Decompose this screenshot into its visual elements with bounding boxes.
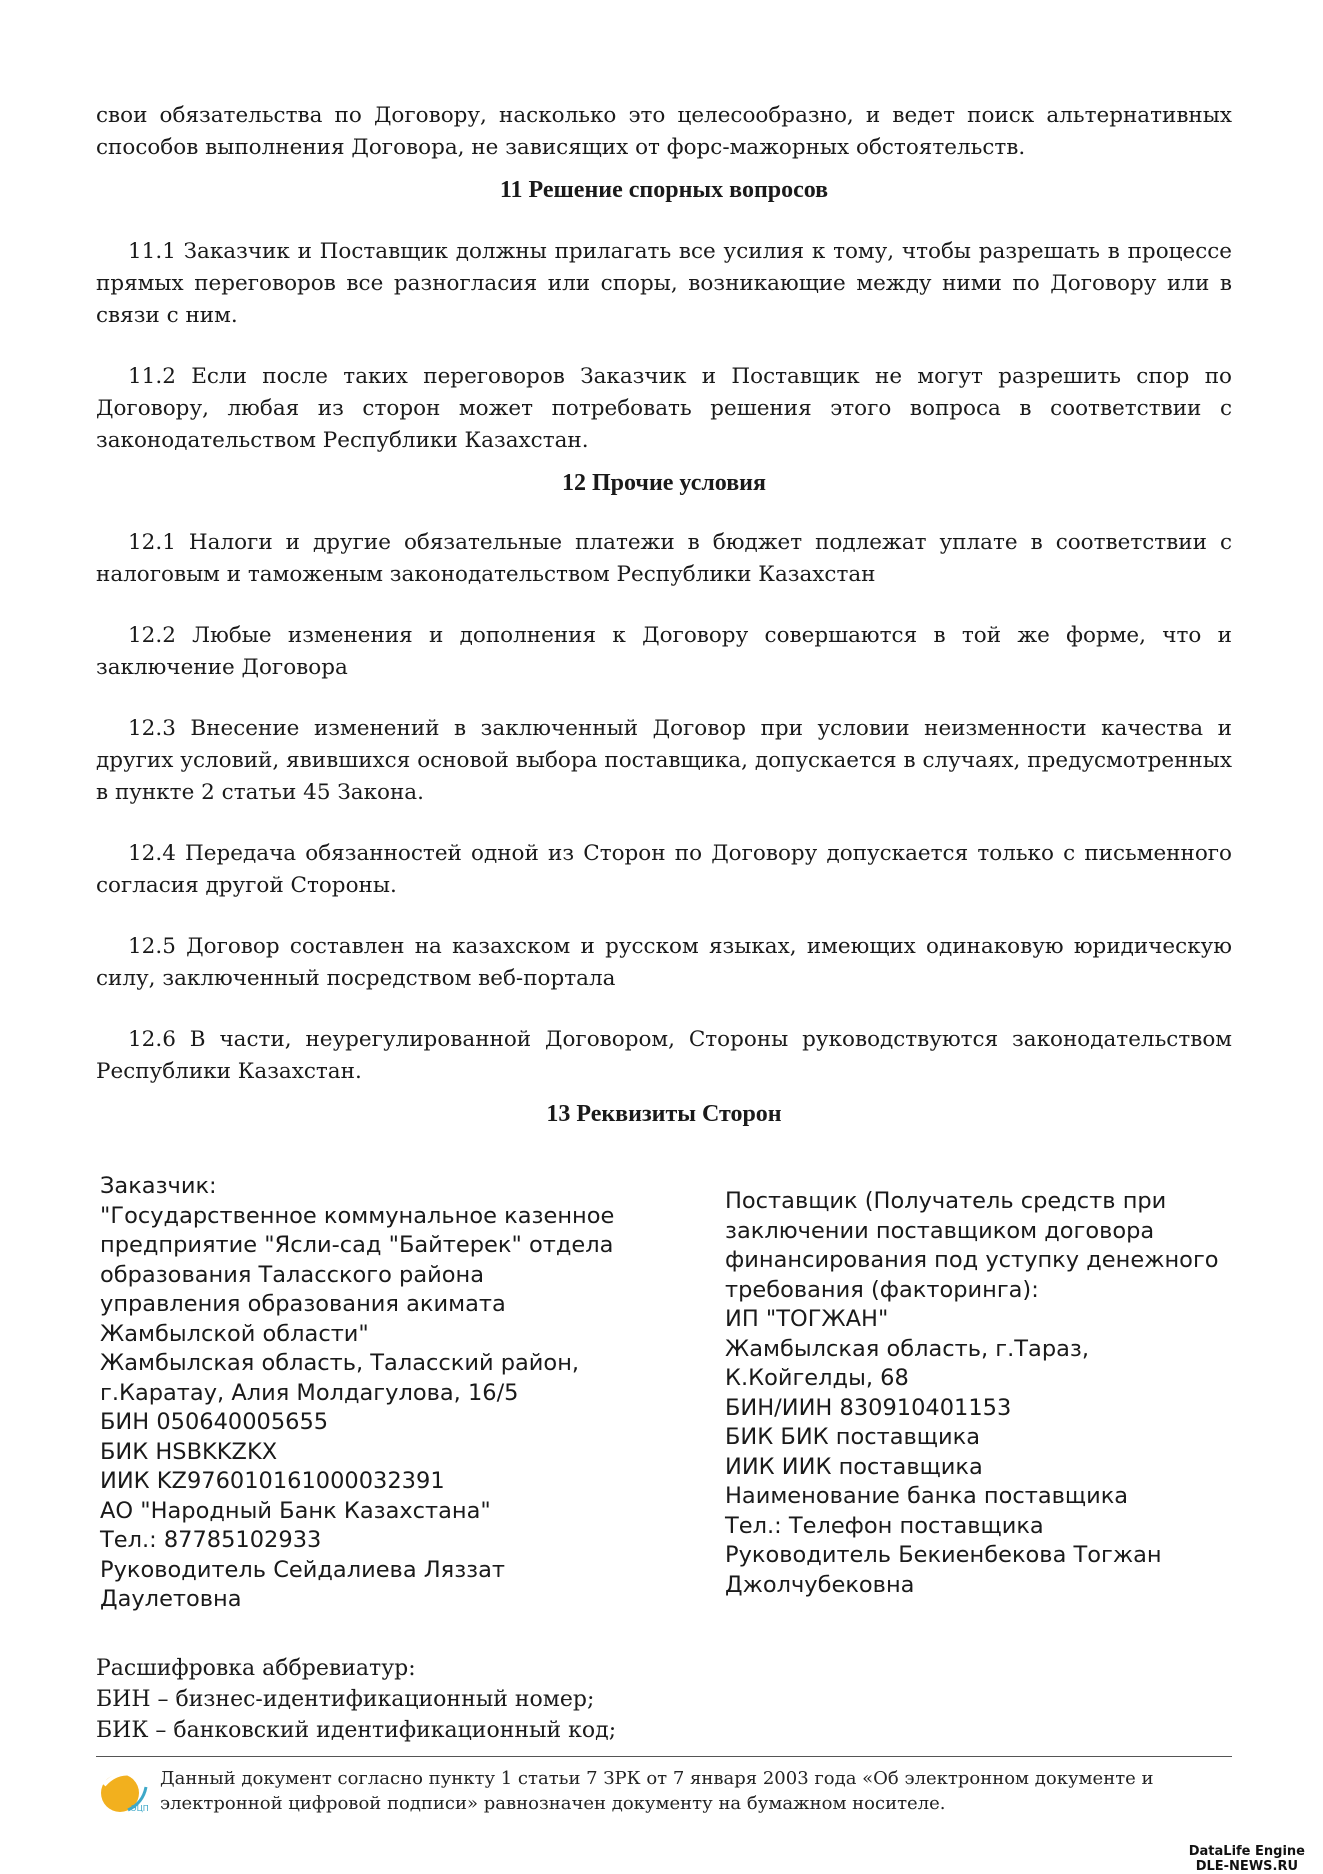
clause-11-2: 11.2 Если после таких переговоров Заказчик и Поставщик не могут разрешить спор по Договору, любая из сторон может потребовать решения этого вопроса в соответствии с законодательством Республики Казахстан.: [96, 364, 1232, 453]
customer-line: Заказчик:: [100, 1173, 217, 1199]
supplier-line: ИП "ТОГЖАН": [725, 1306, 889, 1332]
esign-logo-icon: [98, 1763, 150, 1815]
supplier-line: финансирования под уступку денежного: [725, 1247, 1219, 1273]
customer-line: Жамбылской области": [100, 1320, 369, 1347]
clause-12-1: 12.1 Налоги и другие обязательные платежи в бюджет подлежат уплате в соответствии с налоговым и таможеным законодательством Республики Казахстан: [96, 530, 1232, 587]
supplier-line: требования (факторинга):: [725, 1276, 1039, 1303]
abbreviation-item: БИН – бизнес-идентификационный номер;: [96, 1687, 595, 1712]
supplier-line: К.Койгелды, 68: [725, 1365, 909, 1391]
customer-line: предприятие "Ясли-сад "Байтерек" отдела: [100, 1232, 614, 1258]
supplier-line: Тел.: Телефон поставщика: [725, 1512, 1044, 1539]
watermark-line-1: DataLife Engine: [1188, 1844, 1305, 1859]
logo-text: ЭЦП: [131, 1804, 149, 1813]
customer-details: [100, 1172, 660, 1615]
footer-note: Данный документ согласно пункту 1 статьи 7 ЗРК от 7 января 2003 года «Об электронном документе и электронной цифровой подписи» равнозначен документу на бумажном носителе.: [160, 1768, 1154, 1814]
supplier-line: Наименование банка поставщика: [725, 1483, 1129, 1509]
section-12-title: 12 Прочие условия: [562, 470, 766, 496]
supplier-details: [725, 1187, 1285, 1600]
customer-line: Тел.: 87785102933: [100, 1527, 322, 1553]
clause-12-2: 12.2 Любые изменения и дополнения к Договору совершаются в той же форме, что и заключение Договора: [96, 623, 1232, 680]
customer-line: Жамбылская область, Таласский район,: [100, 1350, 580, 1376]
section-11-title: 11 Решение спорных вопросов: [499, 177, 829, 203]
abbreviations-block: [96, 1653, 796, 1746]
footer-divider: [96, 1756, 1232, 1757]
clause-11-1: 11.1 Заказчик и Поставщик должны прилагать все усилия к тому, чтобы разрешать в процессе прямых переговоров все разногласия или споры, возникающие между ними по Договору или в связи с ним.: [96, 239, 1232, 328]
watermark-line-2: DLE-NEWS.RU: [1195, 1859, 1299, 1874]
customer-line: Руководитель Сейдалиева Ляззат: [100, 1556, 506, 1583]
customer-line: "Государственное коммунальное казенное: [100, 1202, 615, 1229]
supplier-line: ИИК ИИК поставщика: [725, 1453, 983, 1480]
customer-line: ИИК KZ976010161000032391: [100, 1468, 445, 1494]
supplier-line: Поставщик (Получатель средств при: [725, 1188, 1167, 1214]
supplier-line: БИН/ИИН 830910401153: [725, 1394, 1012, 1421]
supplier-line: Жамбылская область, г.Тараз,: [725, 1335, 1089, 1362]
abbreviation-item: БИК – банковский идентификационный код;: [96, 1718, 617, 1743]
supplier-line: БИК БИК поставщика: [725, 1424, 980, 1450]
supplier-line: Джолчубековна: [725, 1571, 915, 1598]
clause-12-4: 12.4 Передача обязанностей одной из Сторон по Договору допускается только с письменного согласия другой Стороны.: [96, 841, 1232, 898]
supplier-line: Руководитель Бекиенбекова Тогжан: [725, 1542, 1162, 1568]
customer-line: г.Каратау, Алия Молдагулова, 16/5: [100, 1379, 519, 1406]
customer-line: АО "Народный Банк Казахстана": [100, 1497, 491, 1524]
customer-line: БИК HSBKKZKX: [100, 1438, 278, 1465]
customer-line: Даулетовна: [100, 1586, 242, 1612]
watermark: [1189, 1844, 1305, 1874]
clause-12-5: 12.5 Договор составлен на казахском и русском языках, имеющих одинаковую юридическую силу, заключенный посредством веб-портала: [96, 934, 1232, 991]
section-13-title: 13 Реквизиты Сторон: [546, 1101, 782, 1127]
customer-line: БИН 050640005655: [100, 1409, 329, 1435]
abbreviations-title: Расшифровка аббревиатур:: [96, 1656, 416, 1681]
customer-line: управления образования акимата: [100, 1291, 506, 1317]
clause-12-6: 12.6 В части, неурегулированной Договором, Стороны руководствуются законодательством Республики Казахстан.: [96, 1027, 1232, 1084]
customer-line: образования Таласского района: [100, 1261, 485, 1288]
intro-paragraph: свои обязательства по Договору, насколько это целесообразно, и ведет поиск альтернативных способов выполнения Договора, не зависящих от форс-мажорных обстоятельств.: [96, 103, 1232, 160]
clause-12-3: 12.3 Внесение изменений в заключенный Договор при условии неизменности качества и других условий, явившихся основой выбора поставщика, допускается в случаях, предусмотренных в пункте 2 статьи 45 Закона.: [96, 716, 1232, 805]
supplier-line: заключении поставщиком договора: [725, 1217, 1155, 1244]
